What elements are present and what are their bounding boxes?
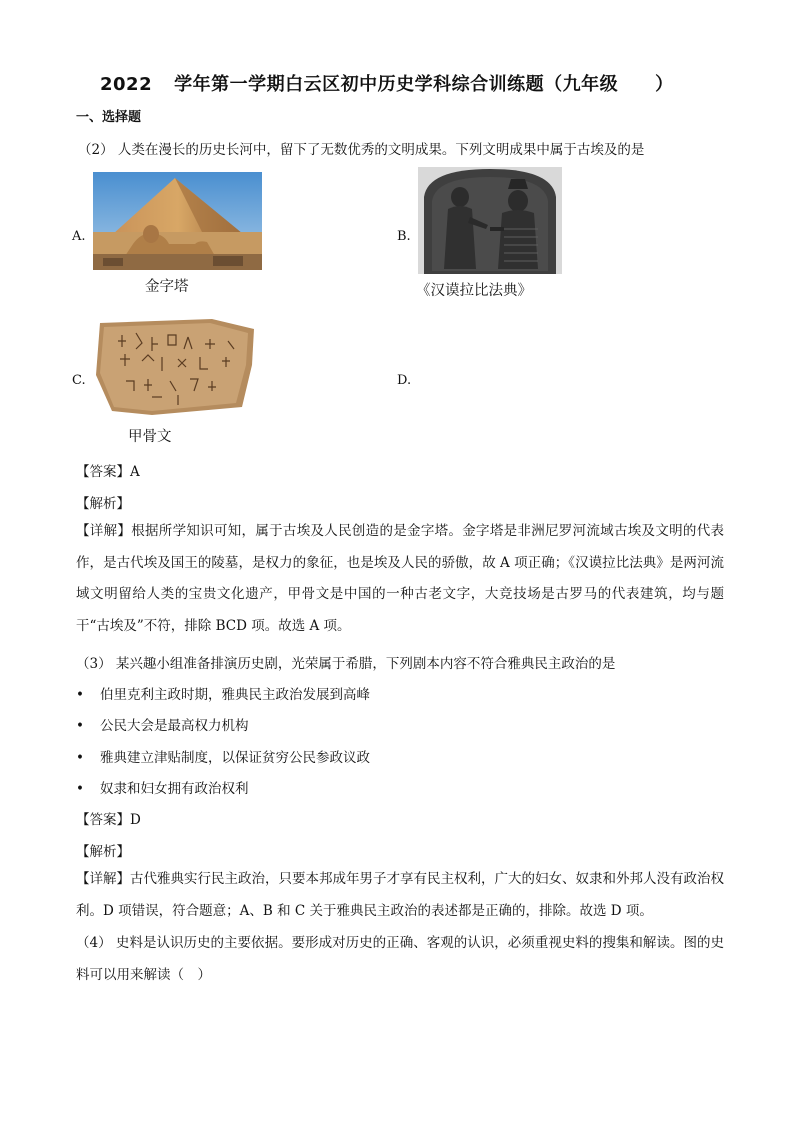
option-b-label: B. <box>397 229 411 244</box>
option-c-caption: 甲骨文 <box>128 429 172 445</box>
option-d-label: D. <box>397 373 412 388</box>
pyramid-sphinx-image <box>93 172 262 270</box>
q3-option-1 <box>76 683 370 703</box>
answer-tag: 【答案】 <box>76 464 130 480</box>
question-4-stem: （4） 史料是认识历史的主要依据。要形成对历史的正确、客观的认识，必须重视史料的搜集和解读。图的史料可以用来解读（ ） <box>76 935 724 983</box>
question-2-stem: （2） 人类在漫长的历史长河中，留下了无数优秀的文明成果。下列文明成果中属于古埃及的是 <box>78 142 645 158</box>
question-3-stem: （3） 某兴趣小组准备排演历史剧，光荣属于希腊，下列剧本内容不符合雅典民主政治的是 <box>76 656 616 672</box>
title-text: 学年第一学期白云区初中历史学科综合训练题（九年级 ） <box>174 74 674 95</box>
q3-option-3 <box>76 746 370 766</box>
detail-tag: 【详解】 <box>76 523 132 539</box>
option-a-label: A. <box>72 229 86 244</box>
detail-tag: 【详解】 <box>76 871 130 887</box>
q3-option-4 <box>76 777 249 797</box>
q3-option-2 <box>76 714 249 734</box>
oracle-bone-image <box>92 315 260 417</box>
q2-answer <box>76 460 140 480</box>
answer-value: D <box>130 812 141 828</box>
section-heading: 一、选择题 <box>76 110 142 125</box>
page-title <box>100 70 674 96</box>
option-text: 雅典建立津贴制度，以保证贫穷公民参政议政 <box>100 750 370 766</box>
hammurabi-stele-image <box>418 167 562 274</box>
detail-text: 根据所学知识可知，属于古埃及人民创造的是金字塔。金字塔是非洲尼罗河流域古埃及文明的代表作，是古代埃及国王的陵墓，是权力的象征，也是埃及人民的骄傲，故 A 项正确；《汉谟拉比法典》是两河流域文明留给人类的宝贵文化遗产，甲骨文是中国的一种古老文字，大竞技场是古罗马的代表建筑，均与题干“古埃及”不符，排除 BCD 项。故选 A 项。 <box>76 523 725 634</box>
option-text: 奴隶和妇女拥有政治权利 <box>100 781 249 797</box>
detail-text: 古代雅典实行民主政治，只要本邦成年男子才享有民主权利，广大的妇女、奴隶和外邦人没有政治权利。D 项错误，符合题意；A、B 和 C 关于雅典民主政治的表述都是正确的，排除。故选 D 项。 <box>76 871 724 919</box>
q2-detail <box>76 516 724 642</box>
bullet-marker: • <box>76 718 84 734</box>
q3-analysis-tag: 【解析】 <box>76 844 130 860</box>
bullet-marker: • <box>76 687 84 703</box>
bullet-marker: • <box>76 781 84 797</box>
answer-tag: 【答案】 <box>76 812 130 828</box>
option-c-label: C. <box>72 373 86 388</box>
answer-value: A <box>130 464 140 480</box>
q2-analysis-tag: 【解析】 <box>76 496 130 512</box>
q3-answer <box>76 808 141 828</box>
q3-detail <box>76 864 724 927</box>
title-year: 2022 <box>100 74 153 95</box>
option-text: 公民大会是最高权力机构 <box>100 718 249 734</box>
bullet-marker: • <box>76 750 84 766</box>
option-a-caption: 金字塔 <box>145 279 189 295</box>
option-text: 伯里克利主政时期，雅典民主政治发展到高峰 <box>100 687 370 703</box>
option-b-caption: 《汉谟拉比法典》 <box>416 283 532 299</box>
